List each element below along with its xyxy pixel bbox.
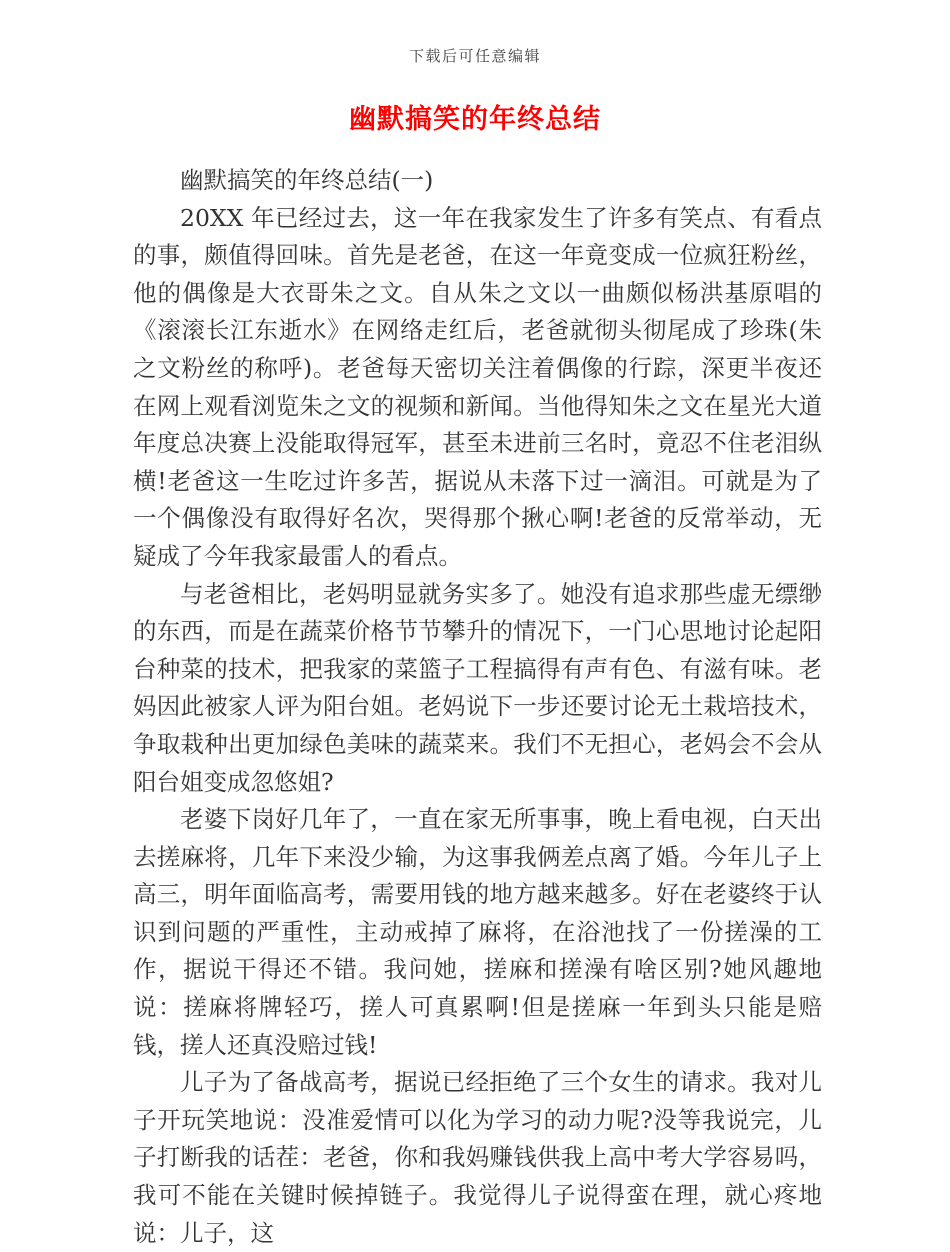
header-note: 下载后可任意编辑 (408, 47, 541, 65)
paragraph: 儿子为了备战高考，据说已经拒绝了三个女生的请求。我对儿子开玩笑地说：没准爱情可以化为学习的动力呢?没等我说完，儿子打断我的话茬：老爸，你和我妈赚钱供我上高中考大学容易吗，我可不能在关键时候掉链子。我觉得儿子说得蛮在理，就心疼地说：儿子，这 (133, 1068, 822, 1247)
document-body (133, 162, 822, 1252)
paragraph: 幽默搞笑的年终总结(一) (180, 166, 434, 194)
paragraph: 与老爸相比，老妈明显就务实多了。她没有追求那些虚无缥缈的东西，而是在蔬菜价格节节攀升的情况下，一门心思地讨论起阳台种菜的技术，把我家的菜篮子工程搞得有声有色、有滋有味。老妈因此被家人评为阳台姐。老妈说下一步还要讨论无土栽培技术，争取栽种出更加绿色美味的蔬菜来。我们不无担心，老妈会不会从阳台姐变成忽悠姐? (133, 579, 822, 796)
page-title: 幽默搞笑的年终总结 (349, 104, 601, 135)
paragraph: 20XX 年已经过去，这一年在我家发生了许多有笑点、有看点的事，颇值得回味。首先是老爸，在这一年竟变成一位疯狂粉丝，他的偶像是大衣哥朱之文。自从朱之文以一曲颇似杨洪基原唱的《滚滚长江东逝水》在网络走红后，老爸就彻头彻尾成了珍珠(朱之文粉丝的称呼)。老爸每天密切关注着偶像的行踪，深更半夜还在网上观看浏览朱之文的视频和新闻。当他得知朱之文在星光大道年度总决赛上没能取得冠军，甚至未进前三名时，竟忍不住老泪纵横!老爸这一生吃过许多苦，据说从未落下过一滴泪。可就是为了一个偶像没有取得好名次，哭得那个揪心啊!老爸的反常举动，无疑成了今年我家最雷人的看点。 (133, 203, 822, 570)
paragraph: 老婆下岗好几年了，一直在家无所事事，晚上看电视，白天出去搓麻将，几年下来没少输，为这事我俩差点离了婚。今年儿子上高三，明年面临高考，需要用钱的地方越来越多。好在老婆终于认识到问题的严重性，主动戒掉了麻将，在浴池找了一份搓澡的工作，据说干得还不错。我问她，搓麻和搓澡有啥区别?她风趣地说：搓麻将牌轻巧，搓人可真累啊!但是搓麻一年到头只能是赔钱，搓人还真没赔过钱! (133, 805, 822, 1059)
